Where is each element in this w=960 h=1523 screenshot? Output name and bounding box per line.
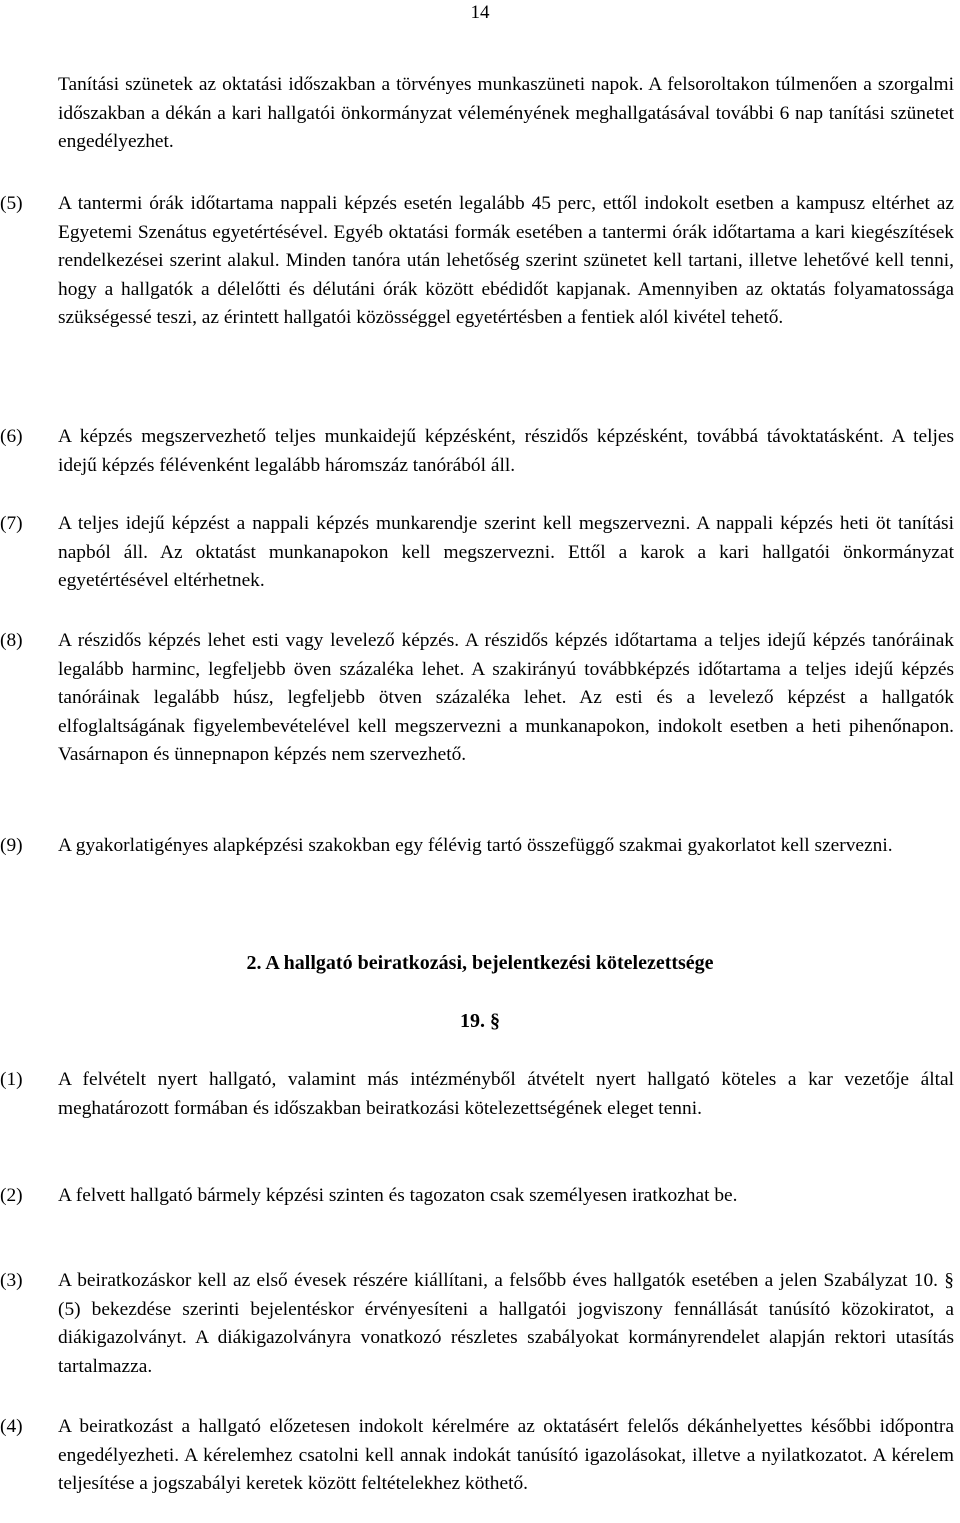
paragraph-text: A beiratkozáskor kell az első évesek részére kiállítani, a felsőbb éves hallgatók esetében a jelen Szabályzat 10. § (5) bekezdése szerinti bejelentéskor érvényesíteni a hallgatói jogviszony fennállását tanúsító közokiratot, a diákigazolványt. A diákigazolványra vonatkozó részletes szabályokat kormányrendelet alapján rektori utasítás tartalmazza. — [58, 1270, 954, 1377]
paragraph-number: (8) — [0, 630, 23, 651]
section-heading: 19. § — [460, 1010, 500, 1032]
page-number: 14 — [470, 2, 490, 23]
paragraph-text: A felvett hallgató bármely képzési szinten és tagozaton csak személyesen iratkozhat be. — [58, 1185, 738, 1206]
paragraph-number: (6) — [0, 426, 23, 447]
paragraph-text: A tantermi órák időtartama nappali képzés esetén legalább 45 perc, ettől indokolt esetben a kampusz eltérhet az Egyetemi Szenátus egyetértésével. Egyéb oktatási formák esetében a tantermi órák időtartama a kari kiegészítések rendelkezései szerint alakul. Minden tanóra után lehetőség szerint szünetet kell tartani, illetve lehetővé kell tenni, hogy a hallgatók a délelőtti és délutáni órák között ebédidőt kapjanak. Amennyiben az oktatás folyamatossága szükségessé teszi, az érintett hallgatói közösséggel egyetértésben a fentiek alól kivétel tehető. — [58, 193, 954, 328]
paragraph-text: A felvételt nyert hallgató, valamint más intézményből átvételt nyert hallgató köteles a kar vezetője által meghatározott formában és időszakban beiratkozási kötelezettségének eleget tenni. — [58, 1069, 954, 1119]
paragraph-text: A képzés megszervezhető teljes munkaidejű képzésként, részidős képzésként, továbbá távoktatásként. A teljes idejű képzés félévenként legalább háromszáz tanórából áll. — [58, 426, 954, 476]
paragraph-text: A teljes idejű képzést a nappali képzés munkarendje szerint kell megszervezni. A nappali képzés heti öt tanítási napból áll. Az oktatást munkanapokon kell megszervezni. Ettől a karok a kari hallgatói önkormányzat egyetértésével eltérhetnek. — [58, 513, 954, 591]
paragraph-number: (1) — [0, 1069, 23, 1090]
paragraph-text: A beiratkozást a hallgató előzetesen indokolt kérelmére az oktatásért felelős dékánhelyettes későbbi időpontra engedélyezheti. A kérelemhez csatolni kell annak indokát tanúsító igazolásokat, illetve a nyilatkozatot. A kérelem teljesítése a jogszabályi keretek között feltételekhez köthető. — [58, 1416, 954, 1494]
paragraph-number: (5) — [0, 193, 23, 214]
paragraph-number: (4) — [0, 1416, 23, 1437]
paragraph-number: (3) — [0, 1270, 23, 1291]
intro-paragraph: Tanítási szünetek az oktatási időszakban a törvényes munkaszüneti napok. A felsoroltakon túlmenően a szorgalmi időszakban a dékán a kari hallgatói önkormányzat véleményének meghallgatásával további 6 nap tanítási szünetet engedélyezhet. — [58, 74, 954, 152]
paragraph-number: (9) — [0, 835, 23, 856]
chapter-heading: 2. A hallgató beiratkozási, bejelentkezési kötelezettsége — [246, 952, 714, 974]
paragraph-number: (2) — [0, 1185, 23, 1206]
paragraph-number: (7) — [0, 513, 23, 534]
paragraph-text: A gyakorlatigényes alapképzési szakokban egy félévig tartó összefüggő szakmai gyakorlatot kell szervezni. — [58, 835, 893, 856]
paragraph-text: A részidős képzés lehet esti vagy levelező képzés. A részidős képzés időtartama a teljes idejű képzés tanóráinak legalább harminc, legfeljebb öven százaléka lehet. A szakirányú továbbképzés időtartama a teljes idejű képzés tanóráinak legalább húsz, legfeljebb ötven százaléka lehet. Az esti és a levelező képzést a hallgatók elfoglaltságának figyelembevételével kell megszervezni a munkanapokon, indokolt esetben a heti pihenőnapon. Vasárnapon és ünnepnapon képzés nem szervezhető. — [58, 630, 954, 765]
